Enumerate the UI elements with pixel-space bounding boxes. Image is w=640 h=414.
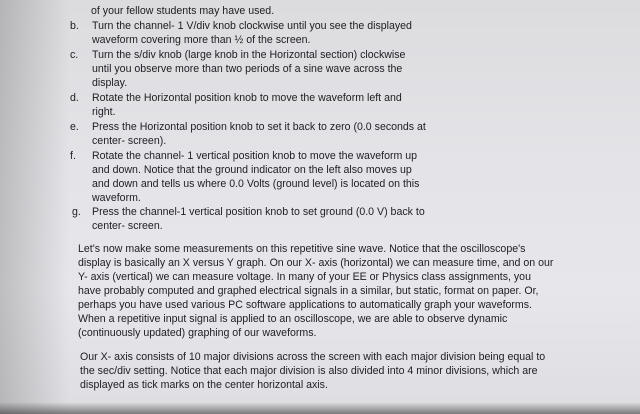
intro-line: of your fellow students may have used. — [91, 5, 275, 17]
step-c-line-1: Turn the s/div knob (large knob in the Horizontal section) clockwise — [92, 49, 406, 61]
step-b-line-2: waveform covering more than ½ of the screen. — [92, 34, 311, 46]
step-b-line-1: Turn the channel- 1 V/div knob clockwise until you see the displayed — [92, 20, 412, 32]
paragraph-2-line-3: displayed as tick marks on the center horizontal axis. — [80, 379, 328, 391]
step-d-marker: d. — [70, 92, 79, 104]
step-f-line-2: and down. Notice that the ground indicator on the left also moves up — [92, 164, 412, 176]
step-c-marker: c. — [70, 49, 79, 61]
step-f-line-3: and down and tells us where 0.0 Volts (ground level) is located on this — [92, 178, 420, 190]
step-d-line-1: Rotate the Horizontal position knob to move the waveform left and — [92, 92, 402, 104]
step-g-line-1: Press the channel-1 vertical position knob to set ground (0.0 V) back to — [92, 206, 425, 218]
step-d-line-2: right. — [92, 106, 116, 118]
paragraph-1-line-4: have probably computed and graphed electrical signals in a similar, but static, format on paper. Or, — [78, 285, 539, 297]
step-b-marker: b. — [70, 20, 79, 32]
paragraph-2-line-1: Our X- axis consists of 10 major divisions across the screen with each major division being equal to — [80, 351, 546, 363]
page-bottom-shadow — [0, 402, 640, 414]
step-g-marker: g. — [72, 206, 81, 218]
paragraph-1-line-6: When a repetitive input signal is applied to an oscilloscope, we are able to observe dynamic — [78, 313, 508, 325]
paragraph-2-line-2: the sec/div setting. Notice that each major division is also divided into 4 minor divisions, which are — [80, 365, 538, 377]
paragraph-1-line-3: Y- axis (vertical) we can measure voltage. In many of your EE or Physics class assignments, you — [78, 271, 531, 283]
step-g-line-2: center- screen. — [92, 220, 163, 232]
step-e-line-1: Press the Horizontal position knob to set it back to zero (0.0 seconds at — [92, 121, 426, 133]
step-e-marker: e. — [70, 121, 79, 133]
paragraph-1-line-5: perhaps you have used various PC software applications to automatically graph your waveforms. — [78, 299, 533, 311]
step-c-line-3: display. — [92, 77, 128, 89]
paragraph-1-line-7: (continuously updated) graphing of our waveforms. — [78, 327, 317, 339]
step-c-line-2: until you observe more than two periods of a sine wave across the — [92, 63, 403, 75]
step-e-line-2: center- screen). — [92, 135, 167, 147]
page-shadow — [0, 0, 70, 414]
paragraph-1-line-1: Let's now make some measurements on this repetitive sine wave. Notice that the oscilloscope's — [78, 243, 526, 255]
step-f-line-4: waveform. — [92, 192, 141, 204]
paragraph-1-line-2: display is basically an X versus Y graph. On our X- axis (horizontal) we can measure time, and on our — [78, 257, 554, 269]
step-f-marker: f. — [70, 150, 76, 162]
step-f-line-1: Rotate the channel- 1 vertical position knob to move the waveform up — [92, 150, 418, 162]
